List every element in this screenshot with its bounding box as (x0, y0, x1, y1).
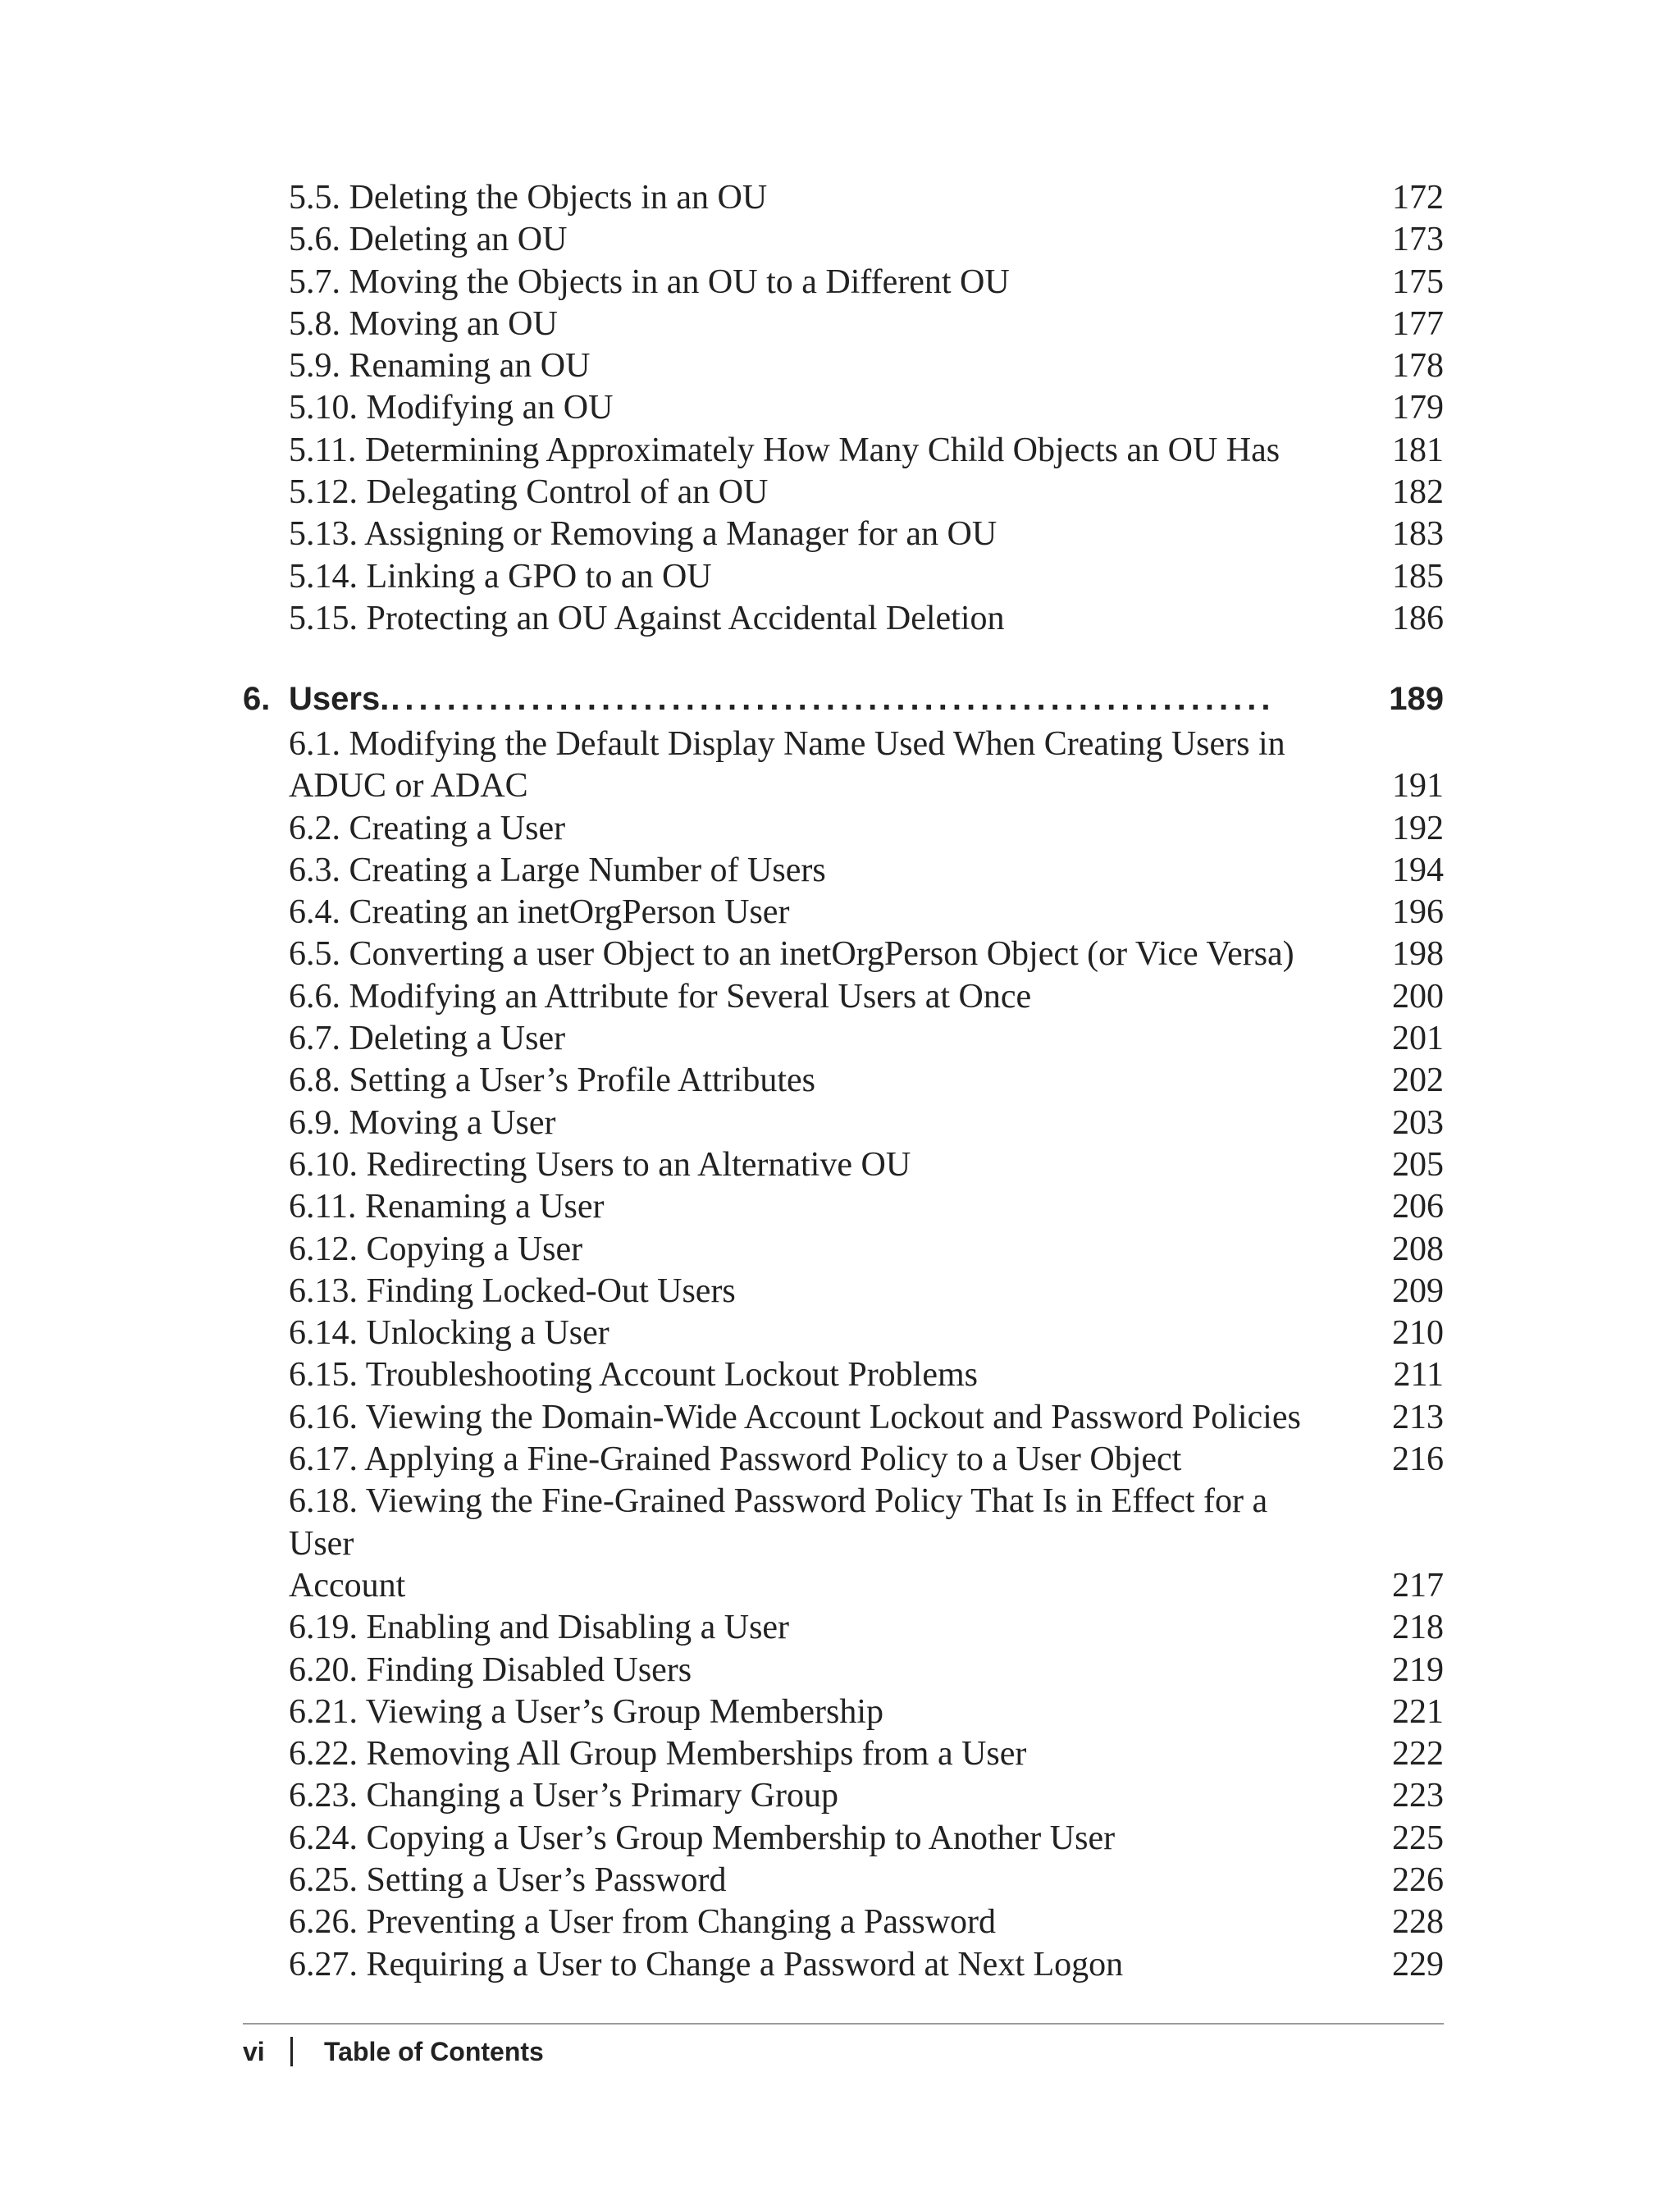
toc-entry-page: 202 (1392, 1061, 1444, 1100)
toc-entry-page: 181 (1392, 431, 1444, 469)
toc-entry-title: 6.6. Modifying an Attribute for Several Users at Once (289, 977, 1032, 1016)
toc-entry-page: 219 (1392, 1650, 1444, 1689)
toc-entry[interactable] (289, 177, 1444, 219)
toc-entry-title: 5.14. Linking a GPO to an OU (289, 557, 712, 596)
toc-entry[interactable] (289, 1481, 1444, 1607)
footer-page-number: vi (243, 2037, 265, 2066)
toc-entry-page: 213 (1392, 1398, 1444, 1436)
toc-entry-title: 6.4. Creating an inetOrgPerson User (289, 893, 790, 932)
toc-entry-page: 225 (1392, 1819, 1444, 1857)
footer-section-title: Table of Contents (324, 2037, 544, 2066)
toc-entry[interactable] (289, 598, 1444, 640)
toc-entry[interactable] (289, 1944, 1444, 1986)
toc-entry-title: 6.19. Enabling and Disabling a User (289, 1609, 790, 1647)
toc-entry[interactable] (289, 1607, 1444, 1649)
toc-entry-title: 5.7. Moving the Objects in an OU to a Different OU (289, 262, 1010, 301)
toc-entry-title: 6.27. Requiring a User to Change a Password at Next Logon (289, 1945, 1124, 1984)
toc-entry-title: 5.11. Determining Approximately How Many Child Objects an OU Has (289, 431, 1281, 469)
chapter-title: Users. (289, 681, 390, 717)
toc-entry-page: 218 (1392, 1609, 1444, 1647)
toc-entry[interactable] (289, 1354, 1444, 1396)
toc-entry-page: 172 (1392, 179, 1444, 217)
toc-entry[interactable] (289, 304, 1444, 345)
toc-entry-page: 175 (1392, 262, 1444, 301)
toc-entry-page: 222 (1392, 1735, 1444, 1774)
toc-entry-page: 221 (1392, 1692, 1444, 1731)
toc-entry-page: 228 (1392, 1903, 1444, 1942)
toc-entry-title: 6.7. Deleting a User (289, 1020, 566, 1058)
toc-entry-title: 6.16. Viewing the Domain-Wide Account Lockout and Password Policies (289, 1398, 1301, 1436)
toc-entry-page: 226 (1392, 1861, 1444, 1900)
toc-entry-title: 6.13. Finding Locked-Out Users (289, 1271, 736, 1310)
toc-entry-title: 5.9. Renaming an OU (289, 347, 591, 386)
toc-entry[interactable] (289, 1691, 1444, 1733)
toc-entry[interactable] (289, 934, 1444, 975)
toc-entry[interactable] (289, 892, 1444, 934)
toc-entry-title: 5.5. Deleting the Objects in an OU (289, 179, 768, 217)
toc-entry-page: 186 (1392, 599, 1444, 637)
toc-entry-page: 198 (1392, 935, 1444, 974)
toc-entry-title: 6.15. Troubleshooting Account Lockout Problems (289, 1356, 978, 1395)
toc-entry[interactable] (289, 1818, 1444, 1860)
toc-entry-page: 179 (1392, 389, 1444, 427)
toc-entry-page: 206 (1392, 1188, 1444, 1226)
toc-entry[interactable] (289, 430, 1444, 472)
page-footer (243, 2031, 544, 2072)
toc-entry[interactable] (289, 850, 1444, 892)
toc-entry-page: 177 (1392, 304, 1444, 343)
toc-entry[interactable] (289, 514, 1444, 555)
chapter-heading[interactable] (243, 674, 1444, 724)
chapter-dot-leader: ............................................................... (390, 681, 1276, 717)
toc-entry[interactable] (289, 724, 1444, 808)
toc-entry-title: 6.17. Applying a Fine-Grained Password Policy to a User Object (289, 1440, 1182, 1479)
toc-entry[interactable] (289, 1650, 1444, 1691)
footer-separator (290, 2037, 293, 2066)
toc-entry-page: 200 (1392, 977, 1444, 1016)
toc-entry-page: 217 (1392, 1566, 1444, 1605)
chapter-page: 189 (1389, 681, 1444, 717)
toc-entry-title: 6.1. Modifying the Default Display Name Used When Creating Users in ADUC or ADAC (289, 725, 1285, 806)
toc-entry-page: 203 (1392, 1103, 1444, 1142)
toc-entry-page: 229 (1392, 1945, 1444, 1984)
toc-entry[interactable] (289, 1186, 1444, 1228)
toc-entry-page: 205 (1392, 1145, 1444, 1184)
toc-entry-title: 6.8. Setting a User’s Profile Attributes (289, 1061, 815, 1100)
toc-entry-page: 194 (1392, 851, 1444, 889)
toc-entry-title: 6.23. Changing a User’s Primary Group (289, 1777, 838, 1815)
toc-entry-page: 208 (1392, 1230, 1444, 1268)
toc-entry-title: 6.20. Finding Disabled Users (289, 1650, 692, 1689)
toc-entry-title: 6.10. Redirecting Users to an Alternative OU (289, 1145, 911, 1184)
toc-entry-title: 6.25. Setting a User’s Password (289, 1861, 727, 1900)
toc-entry[interactable] (289, 1102, 1444, 1144)
toc-entry-title: 5.15. Protecting an OU Against Accidental Deletion (289, 599, 1005, 637)
toc-entry-page: 191 (1392, 767, 1444, 806)
toc-entry-title: 6.18. Viewing the Fine-Grained Password Policy That Is in Effect for a User Account (289, 1482, 1268, 1605)
toc-entry-title: 5.10. Modifying an OU (289, 389, 614, 427)
toc-entry-title: 6.24. Copying a User’s Group Membership to Another User (289, 1819, 1116, 1857)
toc-entry-title: 6.12. Copying a User (289, 1230, 583, 1268)
toc-entry[interactable] (289, 808, 1444, 850)
toc-entry-title: 6.21. Viewing a User’s Group Membership (289, 1692, 883, 1731)
toc-entry-page: 223 (1392, 1777, 1444, 1815)
toc-entry-title: 6.3. Creating a Large Number of Users (289, 851, 826, 889)
toc-entry-title: 5.13. Assigning or Removing a Manager for an OU (289, 515, 998, 554)
toc-entry-title: 6.22. Removing All Group Memberships from a User (289, 1735, 1027, 1774)
toc-entry-page: 178 (1392, 347, 1444, 386)
toc-entry-title: 6.14. Unlocking a User (289, 1314, 609, 1353)
toc-entry[interactable] (289, 1229, 1444, 1271)
chapter-6-entry-list (289, 724, 1444, 1986)
toc-entry-page: 216 (1392, 1440, 1444, 1479)
toc-entry[interactable] (289, 1312, 1444, 1354)
toc-entry-page: 209 (1392, 1271, 1444, 1310)
toc-entry-title: 6.5. Converting a user Object to an inetOrgPerson Object (or Vice Versa) (289, 935, 1294, 974)
toc-entry[interactable] (289, 1060, 1444, 1102)
toc-entry-page: 192 (1392, 809, 1444, 847)
toc-entry[interactable] (289, 1271, 1444, 1312)
toc-entry[interactable] (289, 1144, 1444, 1186)
toc-entry[interactable] (289, 1733, 1444, 1775)
toc-entry-title: 6.9. Moving a User (289, 1103, 556, 1142)
toc-entry-page: 173 (1392, 221, 1444, 259)
toc-entry[interactable] (289, 387, 1444, 429)
toc-entry-title: 6.11. Renaming a User (289, 1188, 605, 1226)
toc-entry-page: 196 (1392, 893, 1444, 932)
toc-entry-title: 6.2. Creating a User (289, 809, 566, 847)
toc-entry-title: 6.26. Preventing a User from Changing a Password (289, 1903, 997, 1942)
toc-entry[interactable] (289, 262, 1444, 304)
toc-entry-page: 185 (1392, 557, 1444, 596)
toc-entry[interactable] (289, 976, 1444, 1018)
footer-divider (243, 2023, 1444, 2025)
toc-entry[interactable] (289, 1901, 1444, 1943)
toc-entry[interactable] (289, 1018, 1444, 1060)
chapter-number: 6. (243, 681, 271, 717)
toc-entry-page: 201 (1392, 1020, 1444, 1058)
toc-entry-page: 210 (1392, 1314, 1444, 1353)
toc-entry[interactable] (289, 1860, 1444, 1901)
toc-entry-title: 5.6. Deleting an OU (289, 221, 568, 259)
toc-entry[interactable] (289, 1397, 1444, 1439)
toc-entry[interactable] (289, 345, 1444, 387)
toc-entry-page: 211 (1393, 1356, 1444, 1395)
toc-entry[interactable] (289, 472, 1444, 514)
toc-entry[interactable] (289, 1775, 1444, 1817)
chapter-5-entry-list (289, 177, 1444, 640)
toc-entry-page: 182 (1392, 473, 1444, 512)
toc-entry-title: 5.12. Delegating Control of an OU (289, 473, 769, 512)
toc-entry[interactable] (289, 556, 1444, 598)
toc-entry-title: 5.8. Moving an OU (289, 304, 558, 343)
toc-entry[interactable] (289, 1439, 1444, 1481)
toc-entry-page: 183 (1392, 515, 1444, 554)
toc-entry[interactable] (289, 219, 1444, 261)
